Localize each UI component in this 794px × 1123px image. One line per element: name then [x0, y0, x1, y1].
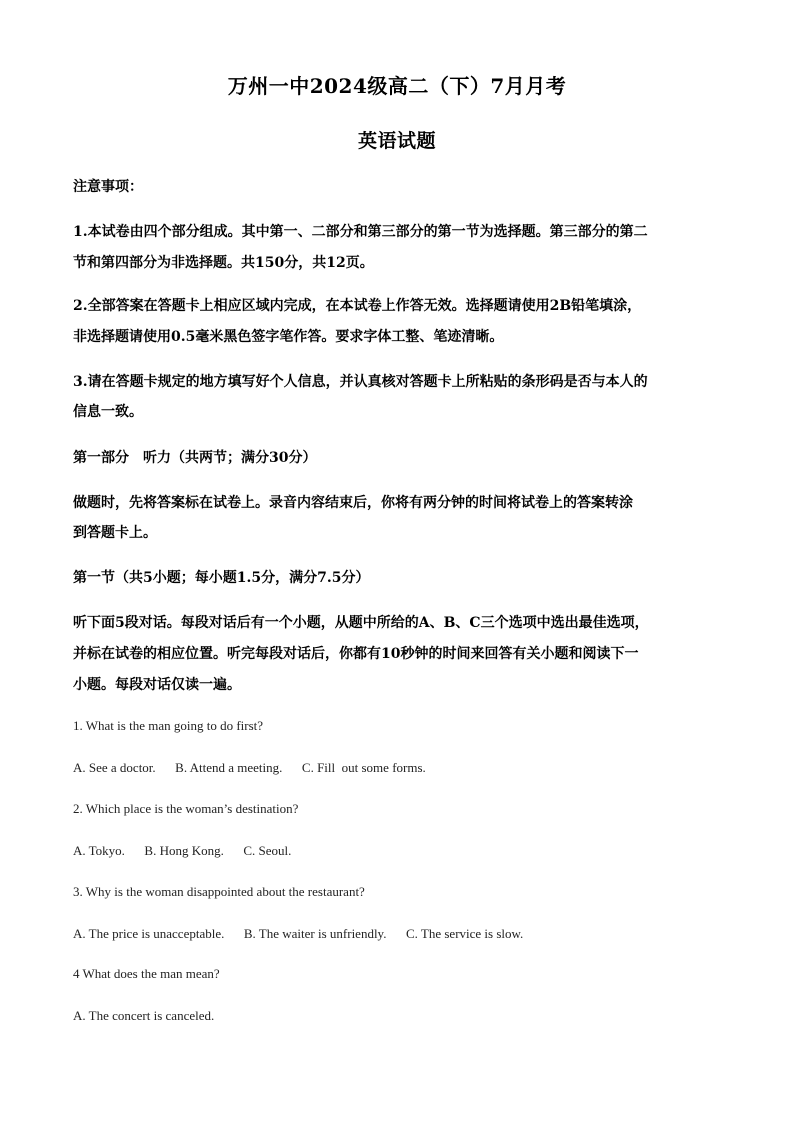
question-4: 4 What does the man mean? — [73, 966, 220, 981]
part1-instructions-line-1: 做题时，先将答案标在试卷上。录音内容结束后，你将有两分钟的时间将试卷上的答案转涂 — [73, 495, 633, 511]
part1-instructions-line-2: 到答题卡上。 — [73, 525, 157, 541]
section1-instructions-line-2: 并标在试卷的相应位置。听完每段对话后，你都有10秒钟的时间来回答有关小题和阅读下一 — [73, 646, 639, 662]
notice-item-1-line-1: 1.本试卷由四个部分组成。其中第一、二部分和第三部分的第一节为选择题。第三部分的第二 — [73, 224, 648, 240]
exam-subtitle: 英语试题 — [357, 130, 436, 152]
notice-item-3-line-1: 3.请在答题卡规定的地方填写好个人信息，并认真核对答题卡上所粘贴的条形码是否与本人的 — [73, 374, 648, 390]
notice-heading: 注意事项： — [73, 179, 143, 195]
exam-title: 万州一中2024级高二（下）7月月考 — [227, 74, 567, 98]
notice-item-3-line-2: 信息一致。 — [73, 404, 143, 420]
section1-heading: 第一节（共5小题；每小题1.5分，满分7.5分） — [73, 570, 370, 586]
question-2: 2. Which place is the woman’s destination? — [73, 801, 299, 816]
section1-instructions-line-1: 听下面5段对话。每段对话后有一个小题，从题中所给的A、B、C三个选项中选出最佳选项， — [73, 615, 649, 631]
notice-item-2-line-2: 非选择题请使用0.5毫米黑色签字笔作答。要求字体工整、笔迹清晰。 — [73, 329, 504, 345]
question-1-options: A. See a doctor. B. Attend a meeting. C. Fill out some forms. — [73, 760, 426, 775]
question-3: 3. Why is the woman disappointed about the restaurant? — [73, 884, 365, 899]
question-2-options: A. Tokyo. B. Hong Kong. C. Seoul. — [73, 843, 292, 858]
part1-heading: 第一部分 听力（共两节；满分30分） — [73, 450, 317, 466]
section1-instructions-line-3: 小题。每段对话仅读一遍。 — [73, 677, 241, 693]
question-4-options: A. The concert is canceled. — [73, 1008, 215, 1023]
question-3-options: A. The price is unacceptable. B. The waiter is unfriendly. C. The service is slow. — [73, 926, 524, 941]
notice-item-2-line-1: 2.全部答案在答题卡上相应区域内完成，在本试卷上作答无效。选择题请使用2B铅笔填涂， — [73, 298, 642, 314]
notice-item-1-line-2: 节和第四部分为非选择题。共150分，共12页。 — [73, 255, 374, 271]
question-1: 1. What is the man going to do first? — [73, 718, 264, 733]
